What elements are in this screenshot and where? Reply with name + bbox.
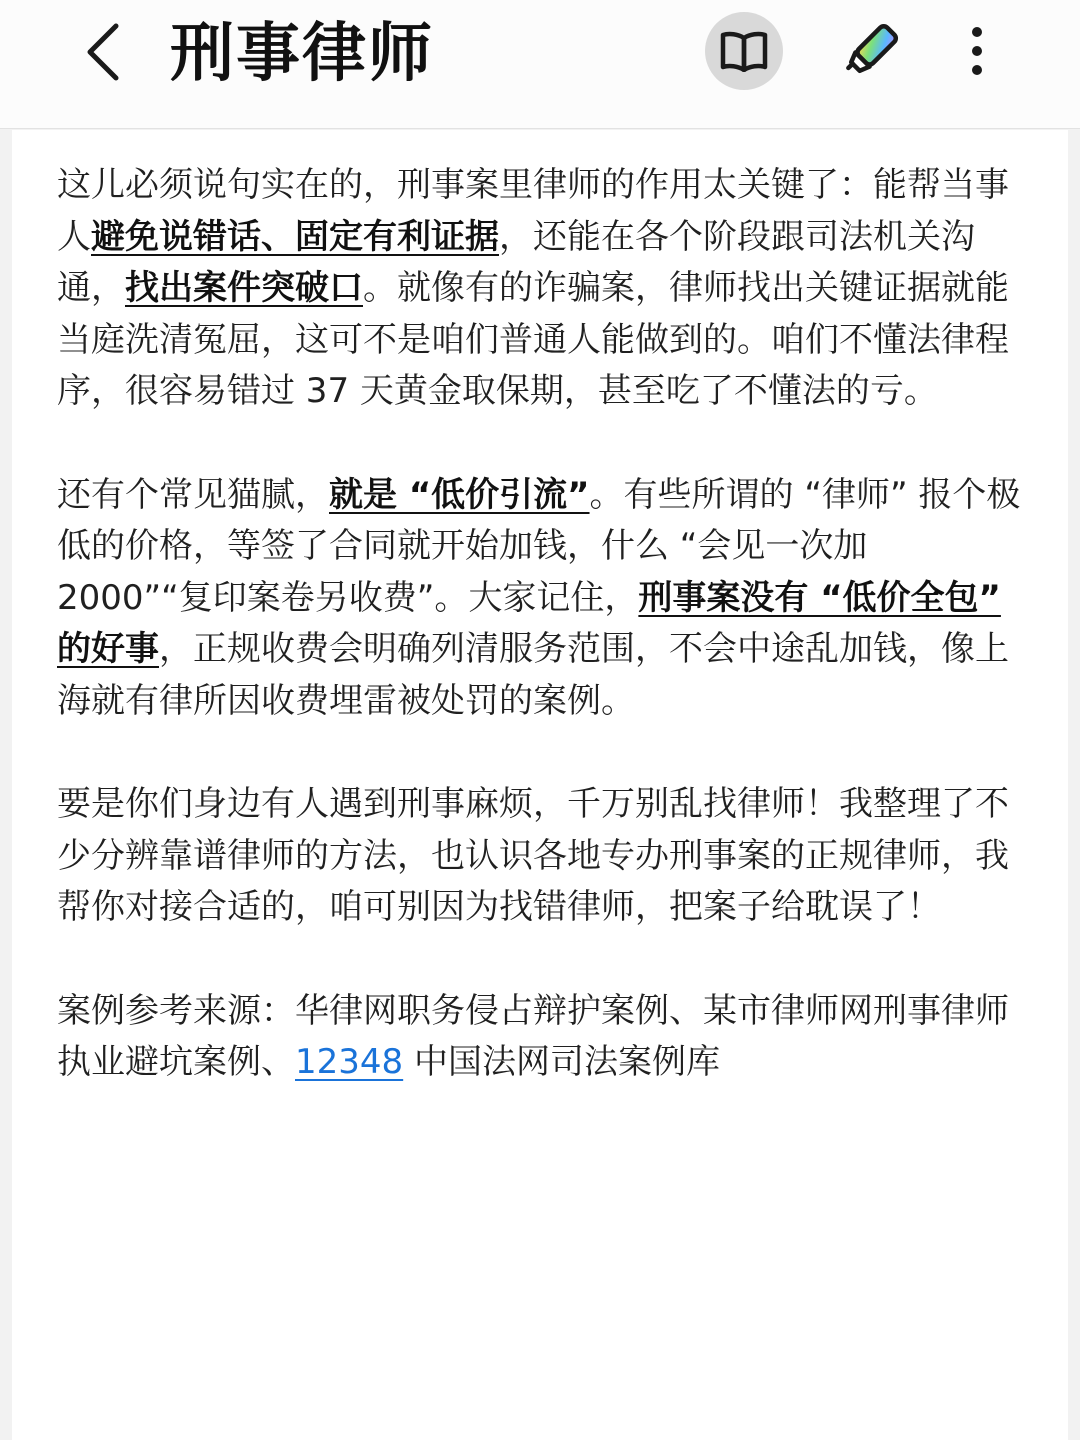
text-run: 案例参考来源：华律网职务侵占辩护案例、某市律师网刑事律师执业避坑案例、 xyxy=(57,990,1009,1082)
paragraph-3 xyxy=(57,779,1032,934)
highlight-text: 刑事案没有 “低价全包” 的好事 xyxy=(57,577,1001,669)
paragraph-1 xyxy=(57,160,1032,418)
text-run: 。就像有的诈骗案，律师找出关键证据就能当庭洗清冤屈，这可不是咱们普通人能做到的。咱们不懂法律程序，很容易错过 37 天黄金取保期，甚至吃了不懂法的亏。 xyxy=(57,268,1009,411)
highlight-text: 就是 “低价引流” xyxy=(329,474,590,515)
highlight-text: 避免说错话、固定有利证据 xyxy=(91,216,499,257)
paragraph-4 xyxy=(57,986,1032,1089)
book-icon xyxy=(719,30,769,72)
app-bar xyxy=(0,0,1080,129)
text-run: 要是你们身边有人遇到刑事麻烦，千万别乱找律师！我整理了不少分辨靠谱律师的方法，也认识各地专办刑事案的正规律师，我帮你对接合适的，咱可别因为找错律师，把案子给耽误了！ xyxy=(57,784,1009,927)
page-title: 刑事律师 xyxy=(170,17,434,91)
chevron-left-icon xyxy=(82,22,122,82)
article-content xyxy=(12,130,1068,1440)
text-run: 中国法网司法案例库 xyxy=(403,1042,720,1082)
paragraph-2 xyxy=(57,470,1032,728)
text-run: ，正规收费会明确列清服务范围，不会中途乱加钱，像上海就有律所因收费埋雷被处罚的案例。 xyxy=(57,629,1009,721)
text-run: ，还能在各个阶段跟司法机关沟通， xyxy=(57,216,975,308)
text-run: 这儿必须说句实在的，刑事案里律师的作用太关键了：能帮当事人 xyxy=(57,165,1009,257)
text-run: 还有个常见猫腻， xyxy=(57,474,329,515)
reader-mode-button[interactable] xyxy=(705,12,783,90)
more-vertical-icon xyxy=(969,26,985,76)
highlight-text: 找出案件突破口 xyxy=(125,268,363,308)
more-options-button[interactable] xyxy=(946,12,1008,90)
phone-link[interactable]: 12348 xyxy=(295,1042,404,1082)
highlighter-pen-icon xyxy=(839,19,903,83)
article-body xyxy=(57,160,1032,1141)
text-run: 。有些所谓的 “律师” 报个极低的价格，等签了合同就开始加钱，什么 “会见一次加 2000”“复印案卷另收费”。大家记住， xyxy=(57,474,1021,618)
back-button[interactable] xyxy=(70,16,134,88)
highlighter-button[interactable] xyxy=(832,12,910,90)
